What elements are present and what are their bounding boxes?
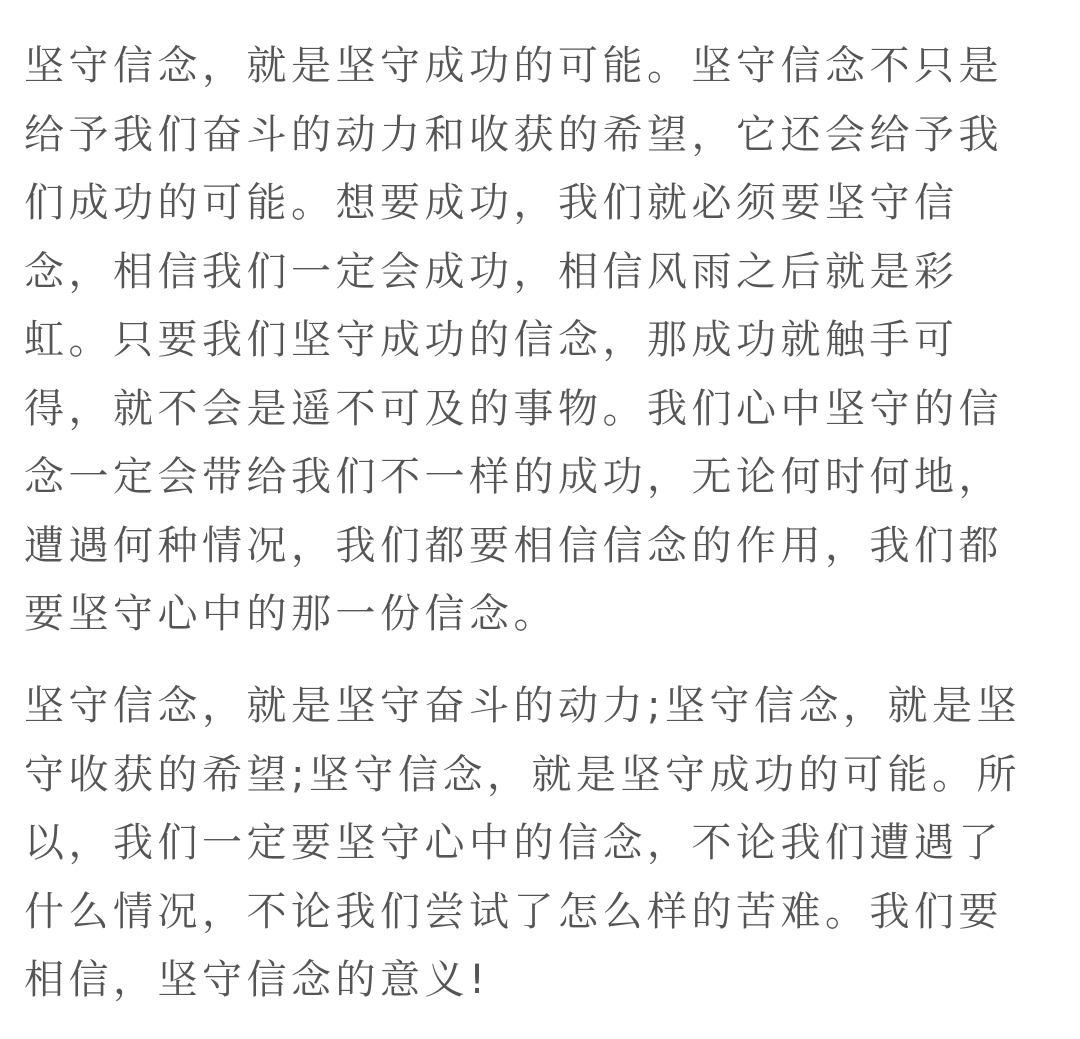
paragraph-1: 坚守信念，就是坚守成功的可能。坚守信念不只是给予我们奋斗的动力和收获的希望，它还会给予我们成功的可能。想要成功，我们就必须要坚守信念，相信我们一定会成功，相信风雨之后就是彩虹。只要我们坚守成功的信念，那成功就触手可得，就不会是遥不可及的事物。我们心中坚守的信念一定会带给我们不一样的成功，无论何时何地，遭遇何种情况，我们都要相信信念的作用，我们都要坚守心中的那一份信念。 xyxy=(24,43,1003,637)
paragraph-2: 坚守信念，就是坚守奋斗的动力;坚守信念，就是坚守收获的希望;坚守信念，就是坚守成功的可能。所以，我们一定要坚守心中的信念，不论我们遭遇了什么情况，不论我们尝试了怎么样的苦难。我们要相信，坚守信念的意义! xyxy=(24,683,1021,1003)
